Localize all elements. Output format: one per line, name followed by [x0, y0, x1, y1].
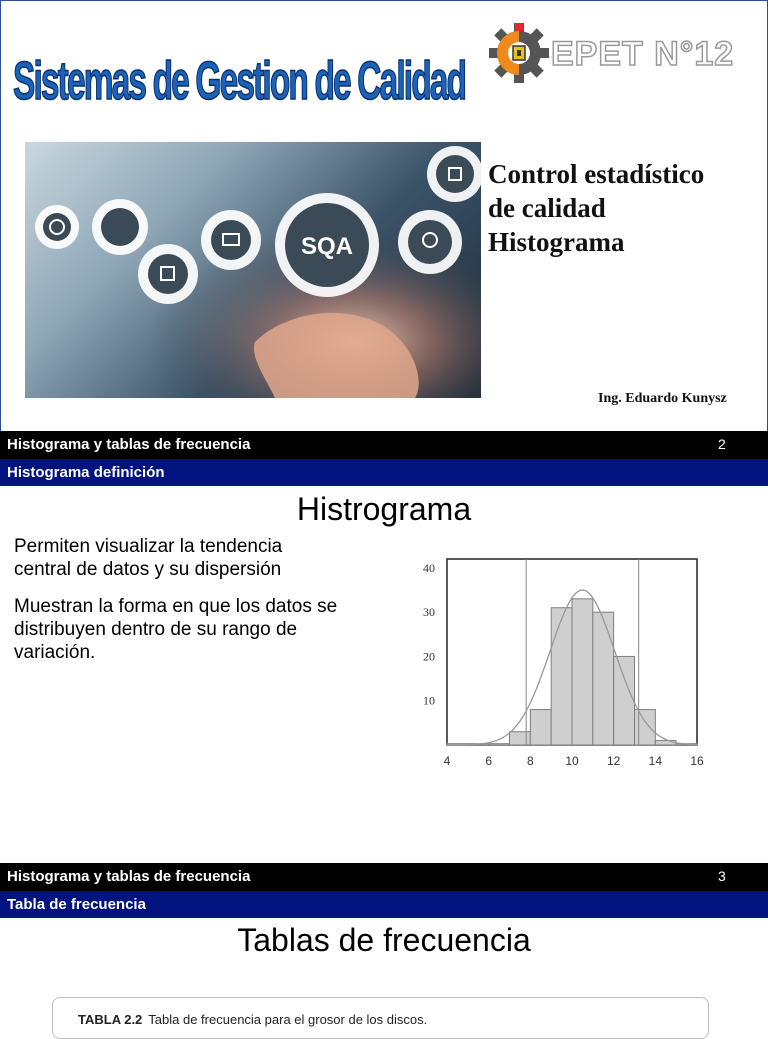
- y-tick-label: 20: [423, 649, 435, 664]
- page-number: 2: [718, 436, 726, 452]
- bullet-text: Permiten visualizar la tendencia central de datos y su dispersión: [14, 536, 283, 580]
- sqa-gears-photo: [25, 142, 481, 398]
- gears-illustration: [25, 142, 481, 398]
- subsection-bar: [0, 459, 768, 486]
- y-tick-label: 40: [423, 560, 435, 575]
- x-tick-label: 12: [606, 754, 621, 768]
- histogram-bar: [572, 599, 593, 745]
- section-title: Histograma y tablas de frecuencia: [7, 868, 251, 885]
- school-gear-logo-icon: [489, 19, 549, 85]
- y-tick-label: 10: [423, 693, 435, 708]
- school-name: EPET N°12: [551, 35, 735, 73]
- x-tick-label: 10: [565, 754, 579, 768]
- page-number: 3: [718, 868, 726, 884]
- x-tick-label: 14: [648, 754, 663, 768]
- subsection-title: Tabla de frecuencia: [7, 896, 146, 913]
- histogram-bar: [635, 710, 656, 745]
- x-tick-label: 6: [485, 754, 493, 768]
- subsection-bar: [0, 891, 768, 918]
- histogram-bar: [530, 710, 551, 745]
- sqa-label: SQA: [300, 233, 354, 260]
- table-label: TABLA 2.2: [78, 1012, 143, 1027]
- histogram-bar: [489, 744, 510, 745]
- histogram-bar: [510, 732, 531, 745]
- table-caption-text: Tabla de frecuencia para el grosor de los discos.: [148, 1012, 428, 1027]
- x-tick-label: 16: [690, 754, 704, 768]
- x-tick-label: 4: [443, 754, 451, 768]
- x-tick-label: 8: [526, 754, 534, 768]
- author-name: Ing. Eduardo Kunysz: [598, 391, 727, 406]
- y-tick-label: 30: [423, 605, 435, 620]
- histogram-bar: [551, 608, 572, 745]
- histogram-chart: [410, 548, 710, 773]
- slide-title: Histrograma: [296, 491, 472, 527]
- heading-line-2: de calidad: [488, 193, 606, 223]
- histogram-bar: [593, 612, 614, 745]
- heading-line-1: Control estadístico: [488, 159, 705, 189]
- histogram-bar: [655, 741, 676, 745]
- title-slide: [0, 0, 768, 431]
- section-bar: [0, 431, 768, 459]
- section-bar: [0, 863, 768, 891]
- slide-title: Tablas de frecuencia: [237, 922, 531, 958]
- bullet-text: Muestran la forma en que los datos se distribuyen dentro de su rango de variación.: [14, 596, 338, 663]
- slide-heading: [488, 157, 758, 259]
- frequency-table: [52, 997, 709, 1039]
- heading-line-3: Histograma: [488, 227, 625, 257]
- section-title: Histograma y tablas de frecuencia: [7, 436, 251, 453]
- course-title-logo: Sistemas de Gestion de Calidad: [13, 51, 466, 111]
- subsection-title: Histograma definición: [7, 464, 165, 481]
- table-caption: [78, 1012, 427, 1027]
- histogram-bar: [614, 656, 635, 745]
